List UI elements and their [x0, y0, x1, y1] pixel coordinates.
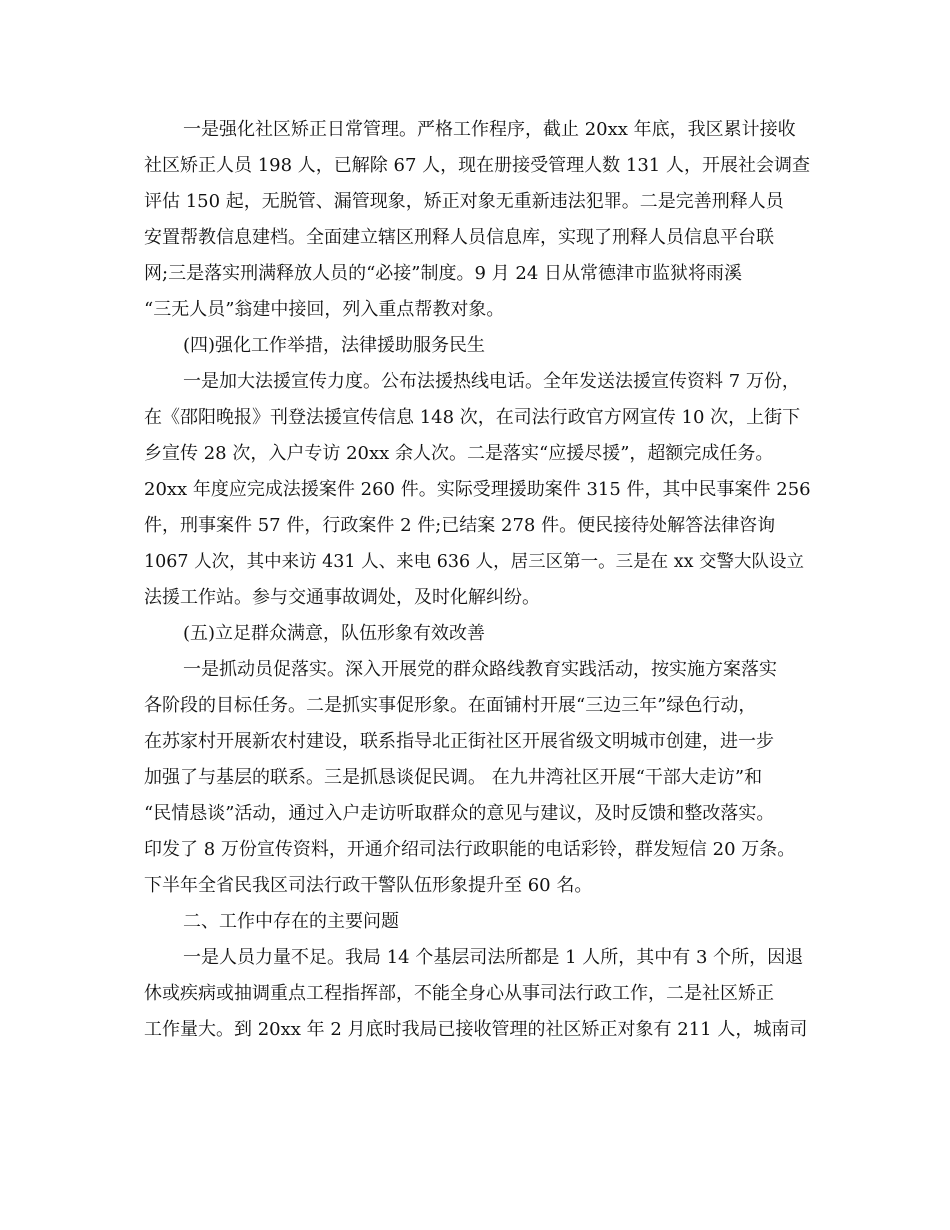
section-heading: (五)立足群众满意，队伍形象有效改善: [183, 623, 486, 644]
paragraph-line: 加强了与基层的联系。三是抓恳谈促民调。 在九井湾社区开展“干部大走访”和: [144, 767, 763, 788]
paragraph-line: 安置帮教信息建档。全面建立辖区刑释人员信息库，实现了刑释人员信息平台联: [144, 227, 774, 248]
paragraph-line: “三无人员”翁建中接回，列入重点帮教对象。: [144, 299, 505, 320]
paragraph-line: 在苏家村开展新农村建设，联系指导北正街社区开展省级文明城市创建，进一步: [144, 731, 774, 752]
paragraph-line: 法援工作站。参与交通事故调处，及时化解纠纷。: [144, 587, 540, 608]
paragraph-line: 印发了 8 万份宣传资料，开通介绍司法行政职能的电话彩铃，群发短信 20 万条。: [144, 839, 796, 860]
paragraph-line: 一是强化社区矫正日常管理。严格工作程序，截止 20xx 年底，我区累计接收: [183, 119, 796, 140]
paragraph-line: 件，刑事案件 57 件，行政案件 2 件;已结案 278 件。便民接待处解答法律咨询: [144, 515, 776, 536]
section-heading: (四)强化工作举措，法律援助服务民生: [183, 335, 486, 356]
paragraph-line: 网;三是落实刑满释放人员的“必接”制度。9 月 24 日从常德津市监狱将雨溪: [144, 263, 742, 284]
paragraph-line: 工作量大。到 20xx 年 2 月底时我局已接收管理的社区矫正对象有 211 人，城南司: [144, 1019, 808, 1040]
paragraph-line: 一是抓动员促落实。深入开展党的群众路线教育实践活动，按实施方案落实: [183, 659, 777, 680]
paragraph-line: 社区矫正人员 198 人，已解除 67 人，现在册接受管理人数 131 人，开展社会调查: [144, 155, 810, 176]
paragraph-line: 1067 人次，其中来访 431 人、来电 636 人，居三区第一。三是在 xx 交警大队设立: [144, 552, 805, 572]
paragraph-line: 一是人员力量不足。我局 14 个基层司法所都是 1 人所，其中有 3 个所，因退: [183, 947, 804, 968]
paragraph-line: 评估 150 起，无脱管、漏管现象，矫正对象无重新违法犯罪。二是完善刑释人员: [144, 191, 784, 212]
paragraph-line: 乡宣传 28 次，入户专访 20xx 余人次。二是落实“应援尽援”，超额完成任务。: [144, 443, 774, 464]
paragraph-line: 下半年全省民我区司法行政干警队伍形象提升至 60 名。: [144, 875, 593, 896]
paragraph-line: “民情恳谈”活动，通过入户走访听取群众的意见与建议，及时反馈和整改落实。: [144, 803, 775, 824]
paragraph-line: 一是加大法援宣传力度。公布法援热线电话。全年发送法援宣传资料 7 万份，: [183, 371, 800, 392]
paragraph-line: 休或疾病或抽调重点工程指挥部，不能全身心从事司法行政工作，二是社区矫正: [144, 983, 774, 1004]
section-heading: 二、工作中存在的主要问题: [183, 911, 399, 932]
paragraph-line: 20xx 年度应完成法援案件 260 件。实际受理援助案件 315 件，其中民事案件 256: [144, 479, 811, 500]
paragraph-line: 各阶段的目标任务。二是抓实事促形象。在面铺村开展“三边三年”绿色行动，: [144, 695, 757, 716]
paragraph-line: 在《邵阳晚报》刊登法援宣传信息 148 次，在司法行政官方网宣传 10 次，上街下: [144, 407, 801, 428]
